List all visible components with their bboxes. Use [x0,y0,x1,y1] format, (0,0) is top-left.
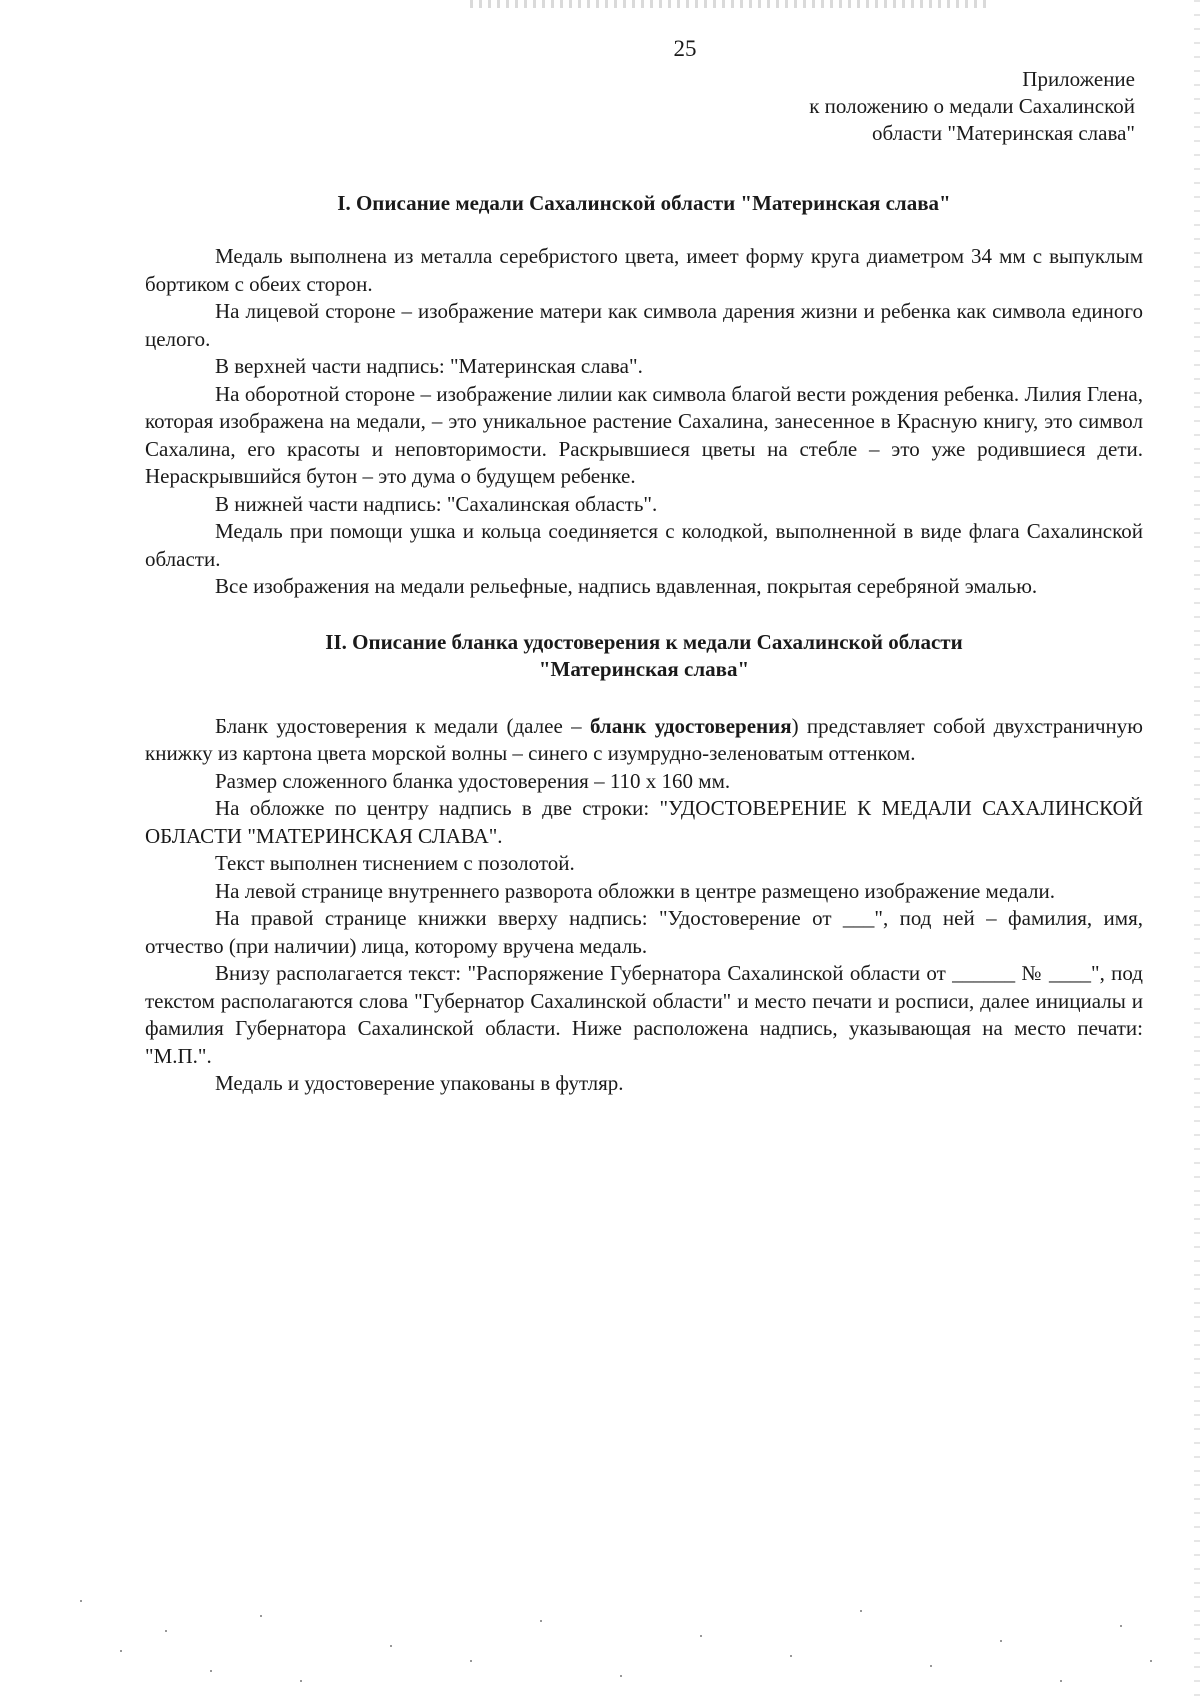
document-body [145,190,1143,1098]
section-1-paragraph: На оборотной стороне – изображение лилии как символа благой вести рождения ребенка. Лилия Глена, которая изображена на медали, – это уникальное растение Сахалина, занесенное в Красную книгу, это символ Сахалина, его красоты и неповторимости. Раскрывшиеся цветы на стебле – это уже родившиеся дети. Нераскрывшийся бутон – это дума о будущем ребенке. [145,381,1143,488]
p1-bold-term: бланк удостоверения [589,713,792,738]
p1-text-after: ) представляет собой двухстраничную книжку из картона цвета морской волны – синего с изумрудно-зеленоватым оттенком. [145,713,1143,765]
section-2-paragraph: Текст выполнен тиснением с позолотой. [215,851,575,875]
section-2-paragraph: Внизу располагается текст: "Распоряжение Губернатора Сахалинской области от ______ № ____", под текстом располагаются слова "Губернатор Сахалинской области" и место печати и росписи, далее инициалы и фамилия Губернатора Сахалинской области. Ниже расположена надпись, указывающая на место печати: "М.П.". [145,961,1143,1068]
section-2-paragraph: На обложке по центру надпись в две строки: "УДОСТОВЕРЕНИЕ К МЕДАЛИ САХАЛИНСКОЙ ОБЛАСТИ "МАТЕРИНСКАЯ СЛАВА". [145,796,1143,848]
section-1-heading [145,190,1143,217]
section-2-heading-line-2: "Материнская слава" [538,656,750,681]
section-1-paragraph: Все изображения на медали рельефные, надпись вдавленная, покрытая серебряной эмалью. [215,574,1038,598]
section-2-heading-line-1: II. Описание бланка удостоверения к медали Сахалинской области [325,629,963,654]
section-1-paragraph: В верхней части надпись: "Материнская слава". [215,354,643,378]
page-number: 25 [673,36,697,61]
section-1-heading-text: I. Описание медали Сахалинской области "Материнская слава" [337,191,951,215]
scan-noise-bottom [0,1560,1200,1700]
appendix-header [809,66,1135,147]
section-2-paragraph: Размер сложенного бланка удостоверения – 110 х 160 мм. [215,768,731,793]
section-1-paragraph: Медаль выполнена из металла серебристого цвета, имеет форму круга диаметром 34 мм с выпуклым бортиком с обеих сторон. [145,244,1143,296]
page-number-container [0,34,1200,64]
section-2-paragraph-1 [145,713,1143,768]
section-2-paragraph: На правой странице книжки вверху надпись: "Удостоверение от ___", под ней – фамилия, имя, отчество (при наличии) лица, которому вручена медаль. [145,906,1143,958]
appendix-line-1: Приложение [1022,67,1135,91]
section-2-paragraph: Медаль и удостоверение упакованы в футляр. [215,1071,624,1095]
scan-artifact-top [470,0,990,8]
section-1-paragraph: В нижней части надпись: "Сахалинская область". [215,491,658,516]
scan-artifact-right-edge [1194,0,1200,1704]
section-1-paragraph: Медаль при помощи ушка и кольца соединяется с колодкой, выполненной в виде флага Сахалинской области. [145,519,1143,571]
section-2-paragraph: На левой странице внутреннего разворота обложки в центре размещено изображение медали. [215,878,1056,903]
appendix-line-3: области "Материнская слава" [871,121,1135,145]
section-2-heading [145,629,1143,683]
section-1-paragraph: На лицевой стороне – изображение матери как символа дарения жизни и ребенка как символа единого целого. [145,299,1143,351]
p1-text-before: Бланк удостоверения к медали (далее – [215,713,590,738]
appendix-line-2: к положению о медали Сахалинской [809,94,1135,118]
